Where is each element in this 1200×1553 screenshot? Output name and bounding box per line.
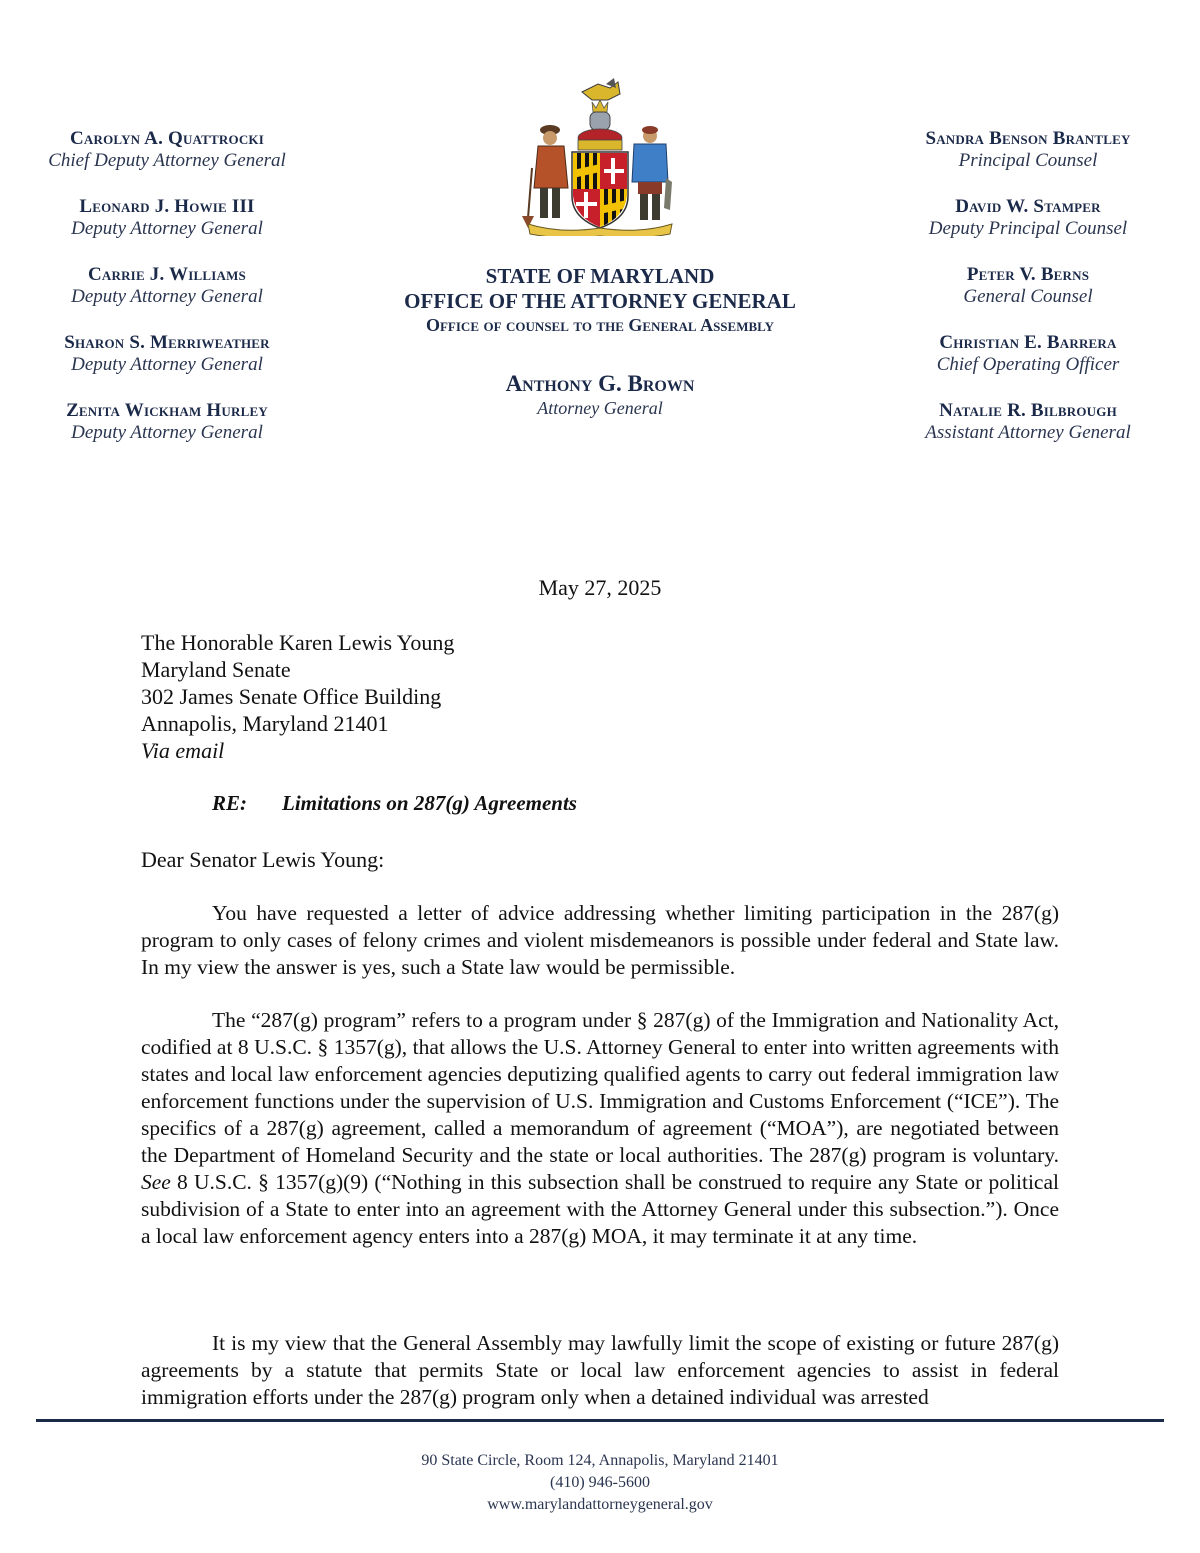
staff-title: Deputy Attorney General <box>71 354 263 375</box>
staff-name: Carrie J. Williams <box>88 264 246 285</box>
right-staff-column <box>896 128 1160 468</box>
maryland-seal-icon <box>520 78 680 236</box>
subject-label: RE: <box>212 791 248 815</box>
staff-title: Assistant Attorney General <box>925 422 1131 443</box>
staff-name: Sharon S. Merriweather <box>64 332 270 353</box>
footer-address: 90 State Circle, Room 124, Annapolis, Maryland 21401 <box>421 1452 779 1469</box>
staff-entry <box>30 400 304 468</box>
staff-entry <box>30 196 304 264</box>
office-subunit: Office of counsel to the General Assembly <box>425 315 775 335</box>
body-paragraph-1: You have requested a letter of advice addressing whether limiting participation in the 287(g) program to only cases of felony crimes and violent misdemeanors is possible under federal and State law. In my view the answer is yes, such a State law would be permissible. <box>141 901 1059 979</box>
recipient-address <box>141 629 454 764</box>
staff-title: Deputy Principal Counsel <box>928 218 1128 239</box>
staff-name: Peter V. Berns <box>966 264 1090 285</box>
staff-name: Zenita Wickham Hurley <box>66 400 268 421</box>
letter-date: May 27, 2025 <box>538 575 662 600</box>
staff-title: Chief Operating Officer <box>936 354 1120 375</box>
staff-name: Leonard J. Howie III <box>79 196 255 217</box>
recipient-street: 302 James Senate Office Building <box>141 684 442 709</box>
footer-website[interactable]: www.marylandattorneygeneral.gov <box>487 1496 713 1513</box>
attorney-general-block <box>400 370 800 419</box>
recipient-organization: Maryland Senate <box>141 657 291 682</box>
staff-name: Sandra Benson Brantley <box>925 128 1131 149</box>
staff-title: General Counsel <box>963 286 1093 307</box>
staff-title: Deputy Attorney General <box>71 286 263 307</box>
footer-divider <box>36 1419 1164 1422</box>
delivery-method: Via email <box>141 738 225 763</box>
attorney-general-name: Anthony G. Brown <box>505 371 695 396</box>
staff-entry <box>896 128 1160 196</box>
paragraph-text: The “287(g) program” refers to a program under § 287(g) of the Immigration and Nationality Act, codified at 8 U.S.C. § 1357(g), that allows the U.S. Attorney General to enter into written agreements with states and local law enforcement agencies deputizing qualified agents to carry out federal immigration law enforcement functions under the supervision of U.S. Immigration and Customs Enforcement (“ICE”). The specifics of a 287(g) agreement, called a memorandum of agreement (“MOA”), are negotiated between the Department of Homeland Security and the state or local authorities. The 287(g) program is voluntary. <box>141 1008 1059 1167</box>
footer <box>300 1450 900 1516</box>
salutation: Dear Senator Lewis Young: <box>141 847 385 872</box>
paragraph-text: 8 U.S.C. § 1357(g)(9) (“Nothing in this subsection shall be construed to require any State or political subdivision of a State to enter into an agreement with the Attorney General under this subsection.”). Once a local law enforcement agency enters into a 287(g) MOA, it may terminate it at any time. <box>141 1170 1059 1248</box>
recipient-city: Annapolis, Maryland 21401 <box>141 711 389 736</box>
staff-title: Deputy Attorney General <box>71 218 263 239</box>
staff-title: Principal Counsel <box>958 150 1098 171</box>
staff-title: Deputy Attorney General <box>71 422 263 443</box>
left-staff-column <box>30 128 304 468</box>
staff-name: Natalie R. Bilbrough <box>939 400 1117 421</box>
staff-name: David W. Stamper <box>955 196 1101 217</box>
recipient-name: The Honorable Karen Lewis Young <box>141 630 455 655</box>
staff-entry <box>896 332 1160 400</box>
staff-entry <box>30 128 304 196</box>
body-paragraph-3: It is my view that the General Assembly may lawfully limit the scope of existing or future 287(g) agreements by a statute that permits State or local law enforcement agencies to assist in federal immigration efforts under the 287(g) program only when a detained individual was arrested <box>141 1331 1059 1409</box>
office-heading <box>350 264 850 337</box>
citation-signal: See <box>141 1170 171 1194</box>
state-name: STATE OF MARYLAND <box>485 264 715 288</box>
staff-title: Chief Deputy Attorney General <box>48 150 286 171</box>
staff-entry <box>896 196 1160 264</box>
footer-phone: (410) 946-5600 <box>550 1474 650 1491</box>
subject-line <box>212 791 577 816</box>
staff-name: Christian E. Barrera <box>939 332 1117 353</box>
subject-text: Limitations on 287(g) Agreements <box>282 791 577 815</box>
body-paragraph-2 <box>141 1007 1059 1250</box>
attorney-general-title: Attorney General <box>537 398 663 418</box>
staff-entry <box>896 264 1160 332</box>
office-name: OFFICE OF THE ATTORNEY GENERAL <box>404 289 796 313</box>
staff-name: Carolyn A. Quattrocki <box>70 128 264 149</box>
staff-entry <box>896 400 1160 468</box>
staff-entry <box>30 332 304 400</box>
staff-entry <box>30 264 304 332</box>
